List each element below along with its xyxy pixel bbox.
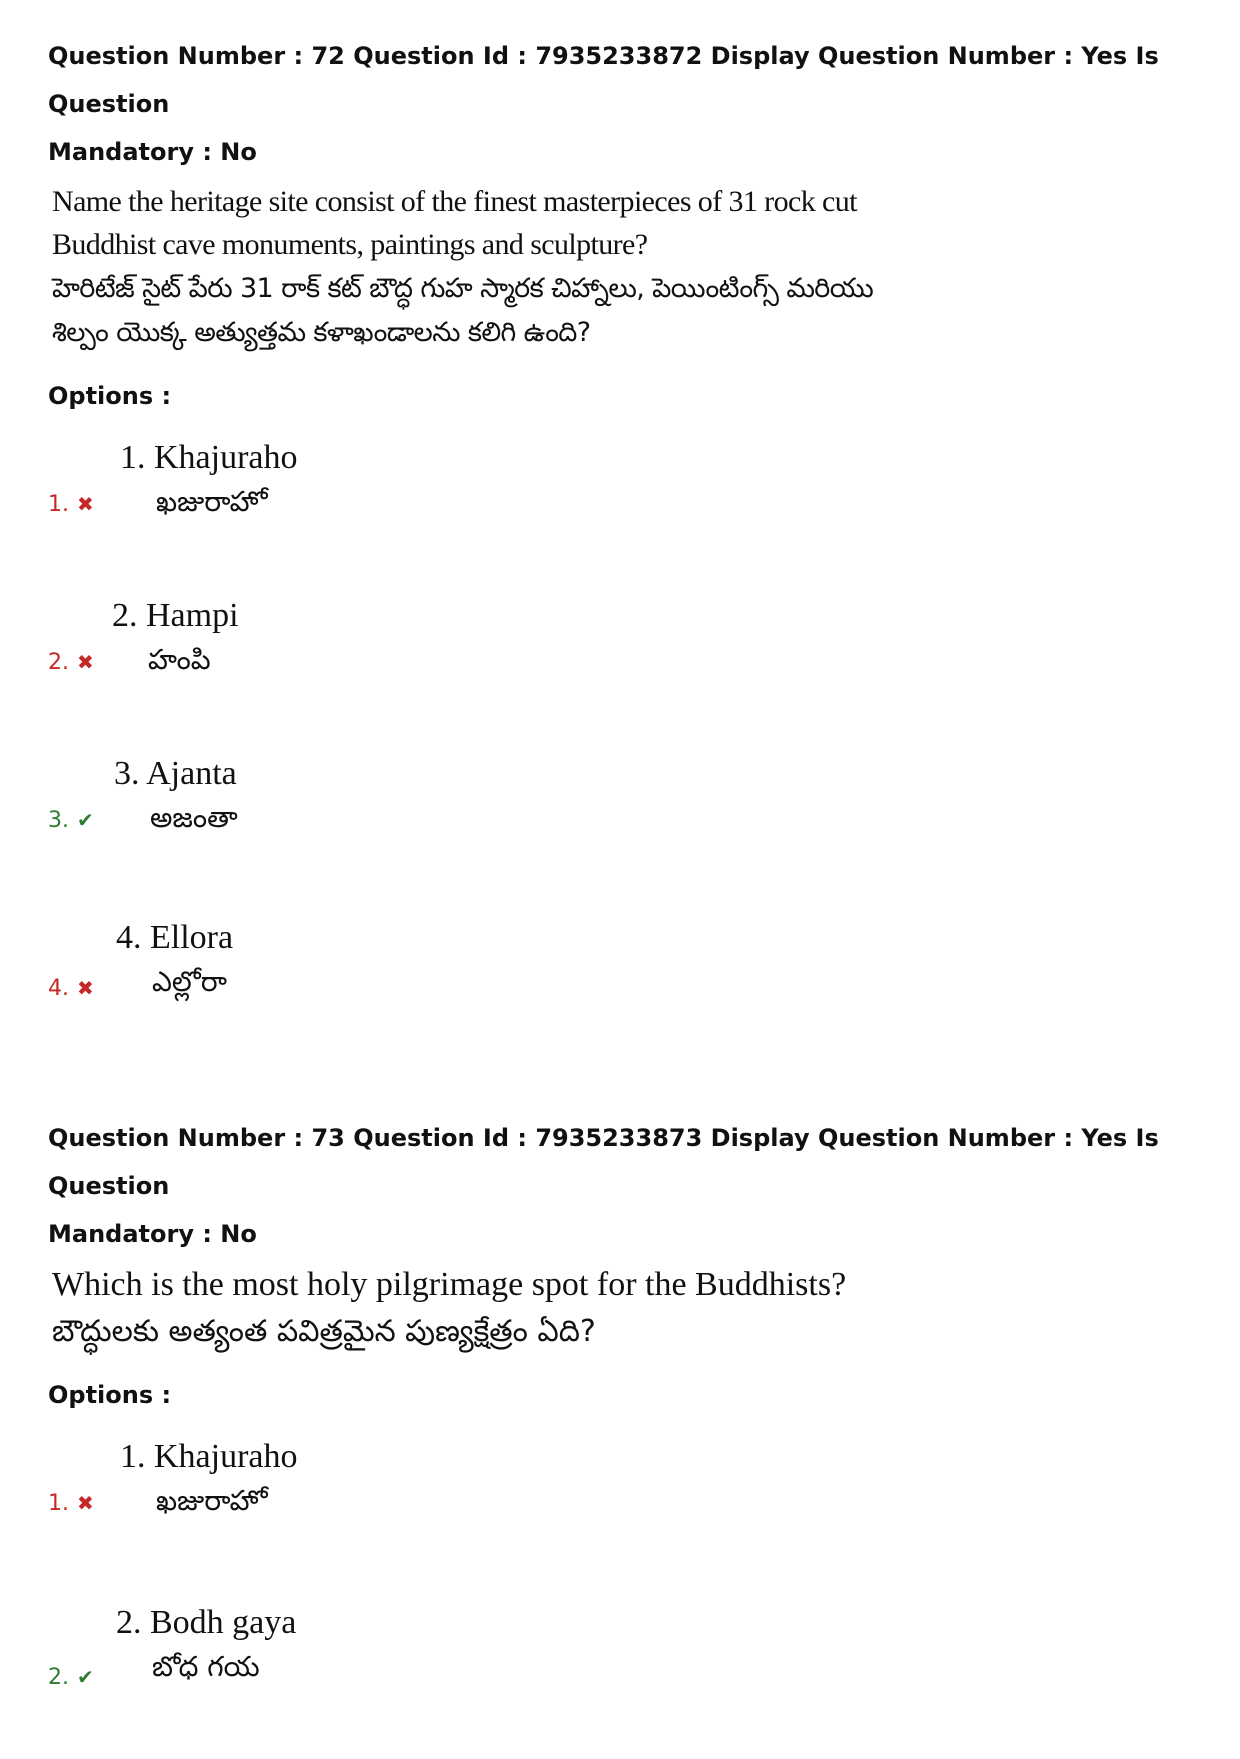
option-text — [112, 594, 239, 682]
cross-icon: ✖ — [77, 1491, 94, 1515]
option-text — [120, 436, 298, 524]
option-number: 2. — [48, 650, 69, 675]
option-label-telugu: బోధ గయ — [152, 1650, 260, 1683]
option-label-english: 2. Bodh gaya — [116, 1604, 297, 1641]
option-marker — [48, 1665, 94, 1690]
option-marker — [48, 492, 94, 517]
option-label-english: 4. Ellora — [116, 919, 234, 956]
options-label: Options : — [48, 1381, 172, 1409]
question-text-english: Name the heritage site consist of the finest masterpieces of 31 rock cut Buddhist cave monuments, paintings and sculpture? — [52, 185, 857, 261]
question-meta-line: Question Number : 73 Question Id : 7935233873 Display Question Number : Yes Is Question — [48, 1124, 1159, 1200]
question-text-english: Which is the most holy pilgrimage spot for the Buddhists? — [52, 1266, 847, 1303]
option-number: 1. — [48, 492, 69, 517]
option-item[interactable] — [48, 752, 1198, 910]
cross-icon: ✖ — [77, 492, 94, 516]
option-item[interactable] — [48, 594, 1198, 752]
option-text — [116, 916, 233, 1004]
question-text-telugu: బౌద్ధులకు అత్యంత పవిత్రమైన పుణ్యక్షేత్రం ఏది? — [52, 1314, 596, 1349]
option-item[interactable] — [48, 436, 1198, 594]
question-mandatory-line: Mandatory : No — [48, 1220, 257, 1248]
option-text — [114, 752, 238, 840]
options-list — [48, 1435, 1198, 1759]
option-label-english: 3. Ajanta — [114, 755, 237, 792]
check-icon: ✔ — [77, 1665, 94, 1689]
option-marker — [48, 650, 94, 675]
option-label-telugu: ఖజురాహో — [156, 485, 268, 518]
option-label-english: 1. Khajuraho — [120, 439, 298, 476]
option-item[interactable] — [48, 1435, 1198, 1601]
option-number: 3. — [48, 808, 69, 833]
option-label-english: 1. Khajuraho — [120, 1438, 298, 1475]
check-icon: ✔ — [77, 808, 94, 832]
question-text — [52, 1262, 952, 1355]
option-label-telugu: ఖజురాహో — [156, 1484, 268, 1517]
option-label-telugu: హంపి — [148, 643, 211, 676]
option-number: 4. — [48, 976, 69, 1001]
cross-icon: ✖ — [77, 650, 94, 674]
option-label-telugu: ఎల్లోరా — [152, 965, 227, 998]
option-number: 2. — [48, 1665, 69, 1690]
question-block-73 — [48, 1114, 1198, 1759]
option-text — [120, 1435, 298, 1523]
question-text-telugu: హెరిటేజ్ సైట్ పేరు 31 రాక్ కట్ బౌద్ధ గుహ స్మారక చిహ్నాలు, పెయింటింగ్స్ మరియు శిల్పం యొక్క అత్యుత్తమ కళాఖండాలను కలిగి ఉంది? — [52, 273, 874, 348]
option-text — [116, 1601, 296, 1689]
question-meta-line: Question Number : 72 Question Id : 7935233872 Display Question Number : Yes Is Question — [48, 42, 1159, 118]
question-text — [52, 180, 932, 354]
option-label-english: 2. Hampi — [112, 597, 239, 634]
option-label-telugu: అజంతా — [150, 801, 238, 834]
question-block-72 — [48, 32, 1198, 1068]
question-mandatory-line: Mandatory : No — [48, 138, 257, 166]
cross-icon: ✖ — [77, 976, 94, 1000]
option-item[interactable] — [48, 1601, 1198, 1759]
option-marker — [48, 976, 94, 1001]
options-label: Options : — [48, 382, 172, 410]
option-marker — [48, 808, 94, 833]
option-number: 1. — [48, 1491, 69, 1516]
option-marker — [48, 1491, 94, 1516]
option-item[interactable] — [48, 910, 1198, 1068]
options-list — [48, 436, 1198, 1068]
